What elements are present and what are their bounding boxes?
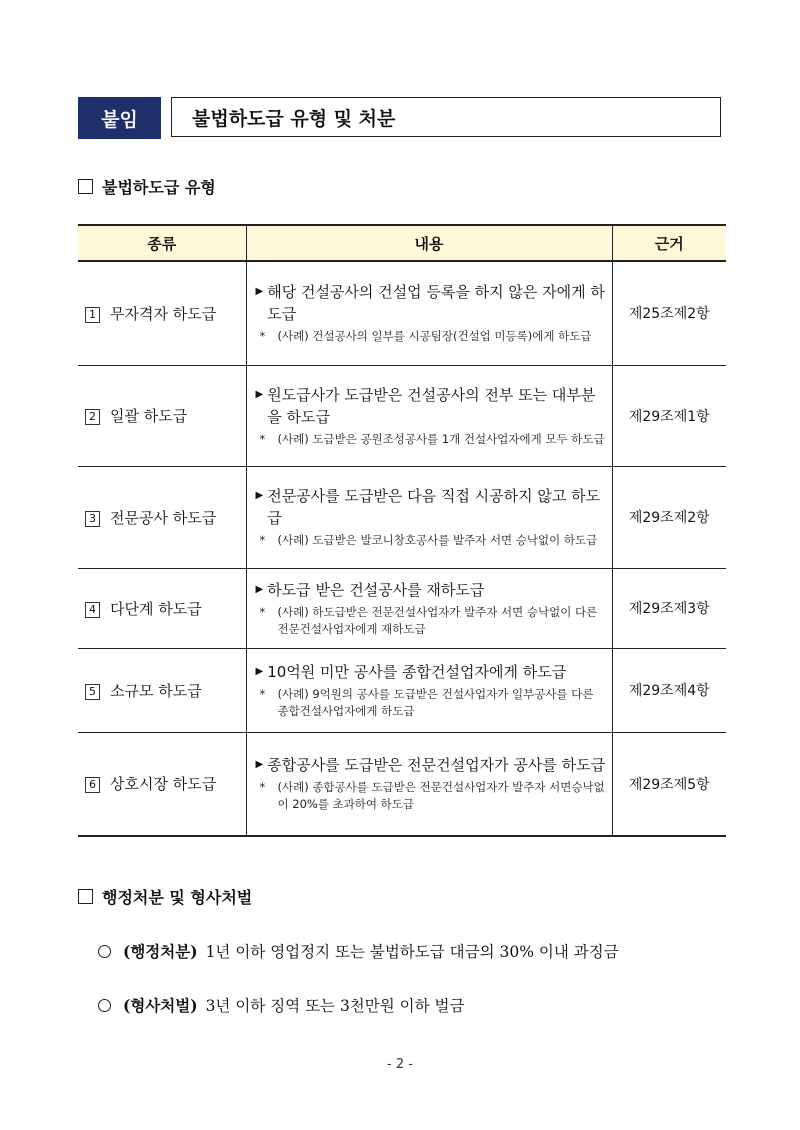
content-cell (246, 466, 612, 568)
triangle-bullet-icon: ▶ (255, 490, 264, 501)
attachment-badge: 붙임 (78, 97, 161, 139)
basis-cell: 제25조제2항 (612, 261, 726, 365)
content-bullet (256, 754, 606, 776)
row-number-box: 1 (85, 307, 100, 323)
kind-cell (78, 568, 246, 648)
triangle-bullet-icon: ▶ (255, 759, 264, 771)
kind-label: 무자격자 하도급 (110, 304, 217, 323)
example-text: (사례) 도급받은 공원조성공사를 1개 건설사업자에게 모두 하도급 (277, 431, 605, 446)
document-title: 불법하도급 유형 및 처분 (171, 97, 721, 137)
square-bullet-icon (78, 179, 93, 194)
penalty-label: (형사처벌) (123, 996, 198, 1015)
basis-cell: 제29조제5항 (612, 732, 726, 836)
content-cell (246, 261, 612, 365)
row-number-box: 5 (85, 684, 100, 700)
example-note (256, 532, 606, 549)
table-row (78, 732, 726, 836)
example-note (256, 604, 606, 638)
table-row (78, 648, 726, 732)
content-text: 10억원 미만 공사를 종합건설업자에게 하도급 (267, 662, 567, 681)
penalty-label: (행정처분) (123, 942, 198, 961)
example-note (256, 779, 606, 813)
triangle-bullet-icon: ▶ (255, 583, 264, 595)
kind-label: 소규모 하도급 (110, 681, 202, 700)
triangle-bullet-icon: ▶ (255, 388, 264, 400)
attachment-header (78, 97, 723, 139)
circle-bullet-icon (98, 999, 111, 1012)
example-note (256, 431, 606, 448)
kind-label: 상호시장 하도급 (110, 775, 217, 794)
row-number-box: 2 (85, 409, 100, 425)
kind-cell (78, 648, 246, 732)
example-text: (사례) 9억원의 공사를 도급받은 건설사업자가 일부공사를 다른 종합건설사업자에게 하도급 (277, 686, 594, 718)
column-header-kind: 종류 (78, 225, 246, 261)
content-cell (246, 365, 612, 466)
penalty-line-administrative (98, 940, 619, 962)
square-bullet-icon (78, 889, 93, 904)
table-row (78, 261, 726, 365)
kind-label: 전문공사 하도급 (110, 508, 217, 527)
table-row (78, 365, 726, 466)
row-number-box: 4 (85, 602, 100, 618)
kind-label: 다단계 하도급 (110, 599, 202, 618)
triangle-bullet-icon: ▶ (255, 665, 264, 677)
kind-cell (78, 365, 246, 466)
kind-label: 일괄 하도급 (110, 407, 188, 425)
table-row (78, 568, 726, 648)
penalty-line-criminal (98, 994, 464, 1016)
section-heading-penalties (78, 885, 252, 908)
table-header-row (78, 225, 726, 261)
asterisk-icon: * (259, 329, 266, 344)
content-cell (246, 568, 612, 648)
asterisk-icon: * (259, 604, 266, 619)
illegal-subcontracting-table (78, 224, 726, 837)
basis-cell: 제29조제3항 (612, 568, 726, 648)
basis-cell: 제29조제2항 (612, 466, 726, 568)
circle-bullet-icon (98, 945, 111, 958)
row-number-box: 6 (85, 777, 100, 793)
penalty-text: 3년 이하 징역 또는 3천만원 이하 벌금 (205, 997, 465, 1015)
basis-cell: 제29조제4항 (612, 648, 726, 732)
page-number: - 2 - (387, 1057, 413, 1072)
column-header-basis: 근거 (612, 225, 726, 261)
content-bullet (256, 281, 606, 325)
content-text: 하도급 받은 건설공사를 재하도급 (267, 580, 485, 599)
content-cell (246, 648, 612, 732)
asterisk-icon: * (259, 686, 266, 701)
content-bullet (256, 485, 606, 529)
content-bullet (256, 661, 606, 683)
kind-cell (78, 261, 246, 365)
triangle-bullet-icon: ▶ (255, 286, 264, 298)
example-text: (사례) 하도급받은 전문건설사업자가 발주자 서면 승낙없이 다른 전문건설사업자에게 재하도급 (277, 604, 598, 636)
content-text: 종합공사를 도급받은 전문건설업자가 공사를 하도급 (267, 756, 606, 775)
basis-cell: 제29조제1항 (612, 365, 726, 466)
example-text: (사례) 도급받은 발코니창호공사를 발주자 서면 승낙없이 하도급 (277, 533, 598, 547)
content-bullet (256, 579, 606, 601)
asterisk-icon: * (259, 533, 266, 547)
content-text: 전문공사를 도급받은 다음 직접 시공하지 않고 하도급 (267, 487, 601, 527)
table-row (78, 466, 726, 568)
content-cell (246, 732, 612, 836)
kind-cell (78, 732, 246, 836)
section-title: 불법하도급 유형 (102, 178, 216, 197)
content-text: 원도급사가 도급받은 건설공사의 전부 또는 대부분을 하도급 (267, 385, 596, 426)
content-text: 해당 건설공사의 건설업 등록을 하지 않은 자에게 하도급 (267, 283, 605, 324)
section-title: 행정처분 및 형사처벌 (102, 888, 253, 907)
example-note (256, 328, 606, 345)
penalty-text: 1년 이하 영업정지 또는 불법하도급 대금의 30% 이내 과징금 (205, 943, 619, 961)
row-number-box: 3 (85, 511, 100, 527)
example-text: (사례) 건설공사의 일부를 시공팀장(건설업 미등록)에게 하도급 (277, 329, 592, 344)
kind-cell (78, 466, 246, 568)
column-header-content: 내용 (246, 225, 612, 261)
asterisk-icon: * (259, 431, 266, 446)
example-note (256, 686, 606, 720)
example-text: (사례) 종합공사를 도급받은 전문건설사업자가 발주자 서면승낙없이 20%를 초과하여 하도급 (277, 780, 605, 812)
section-heading-types (78, 175, 216, 198)
asterisk-icon: * (259, 780, 266, 795)
content-bullet (256, 384, 606, 428)
